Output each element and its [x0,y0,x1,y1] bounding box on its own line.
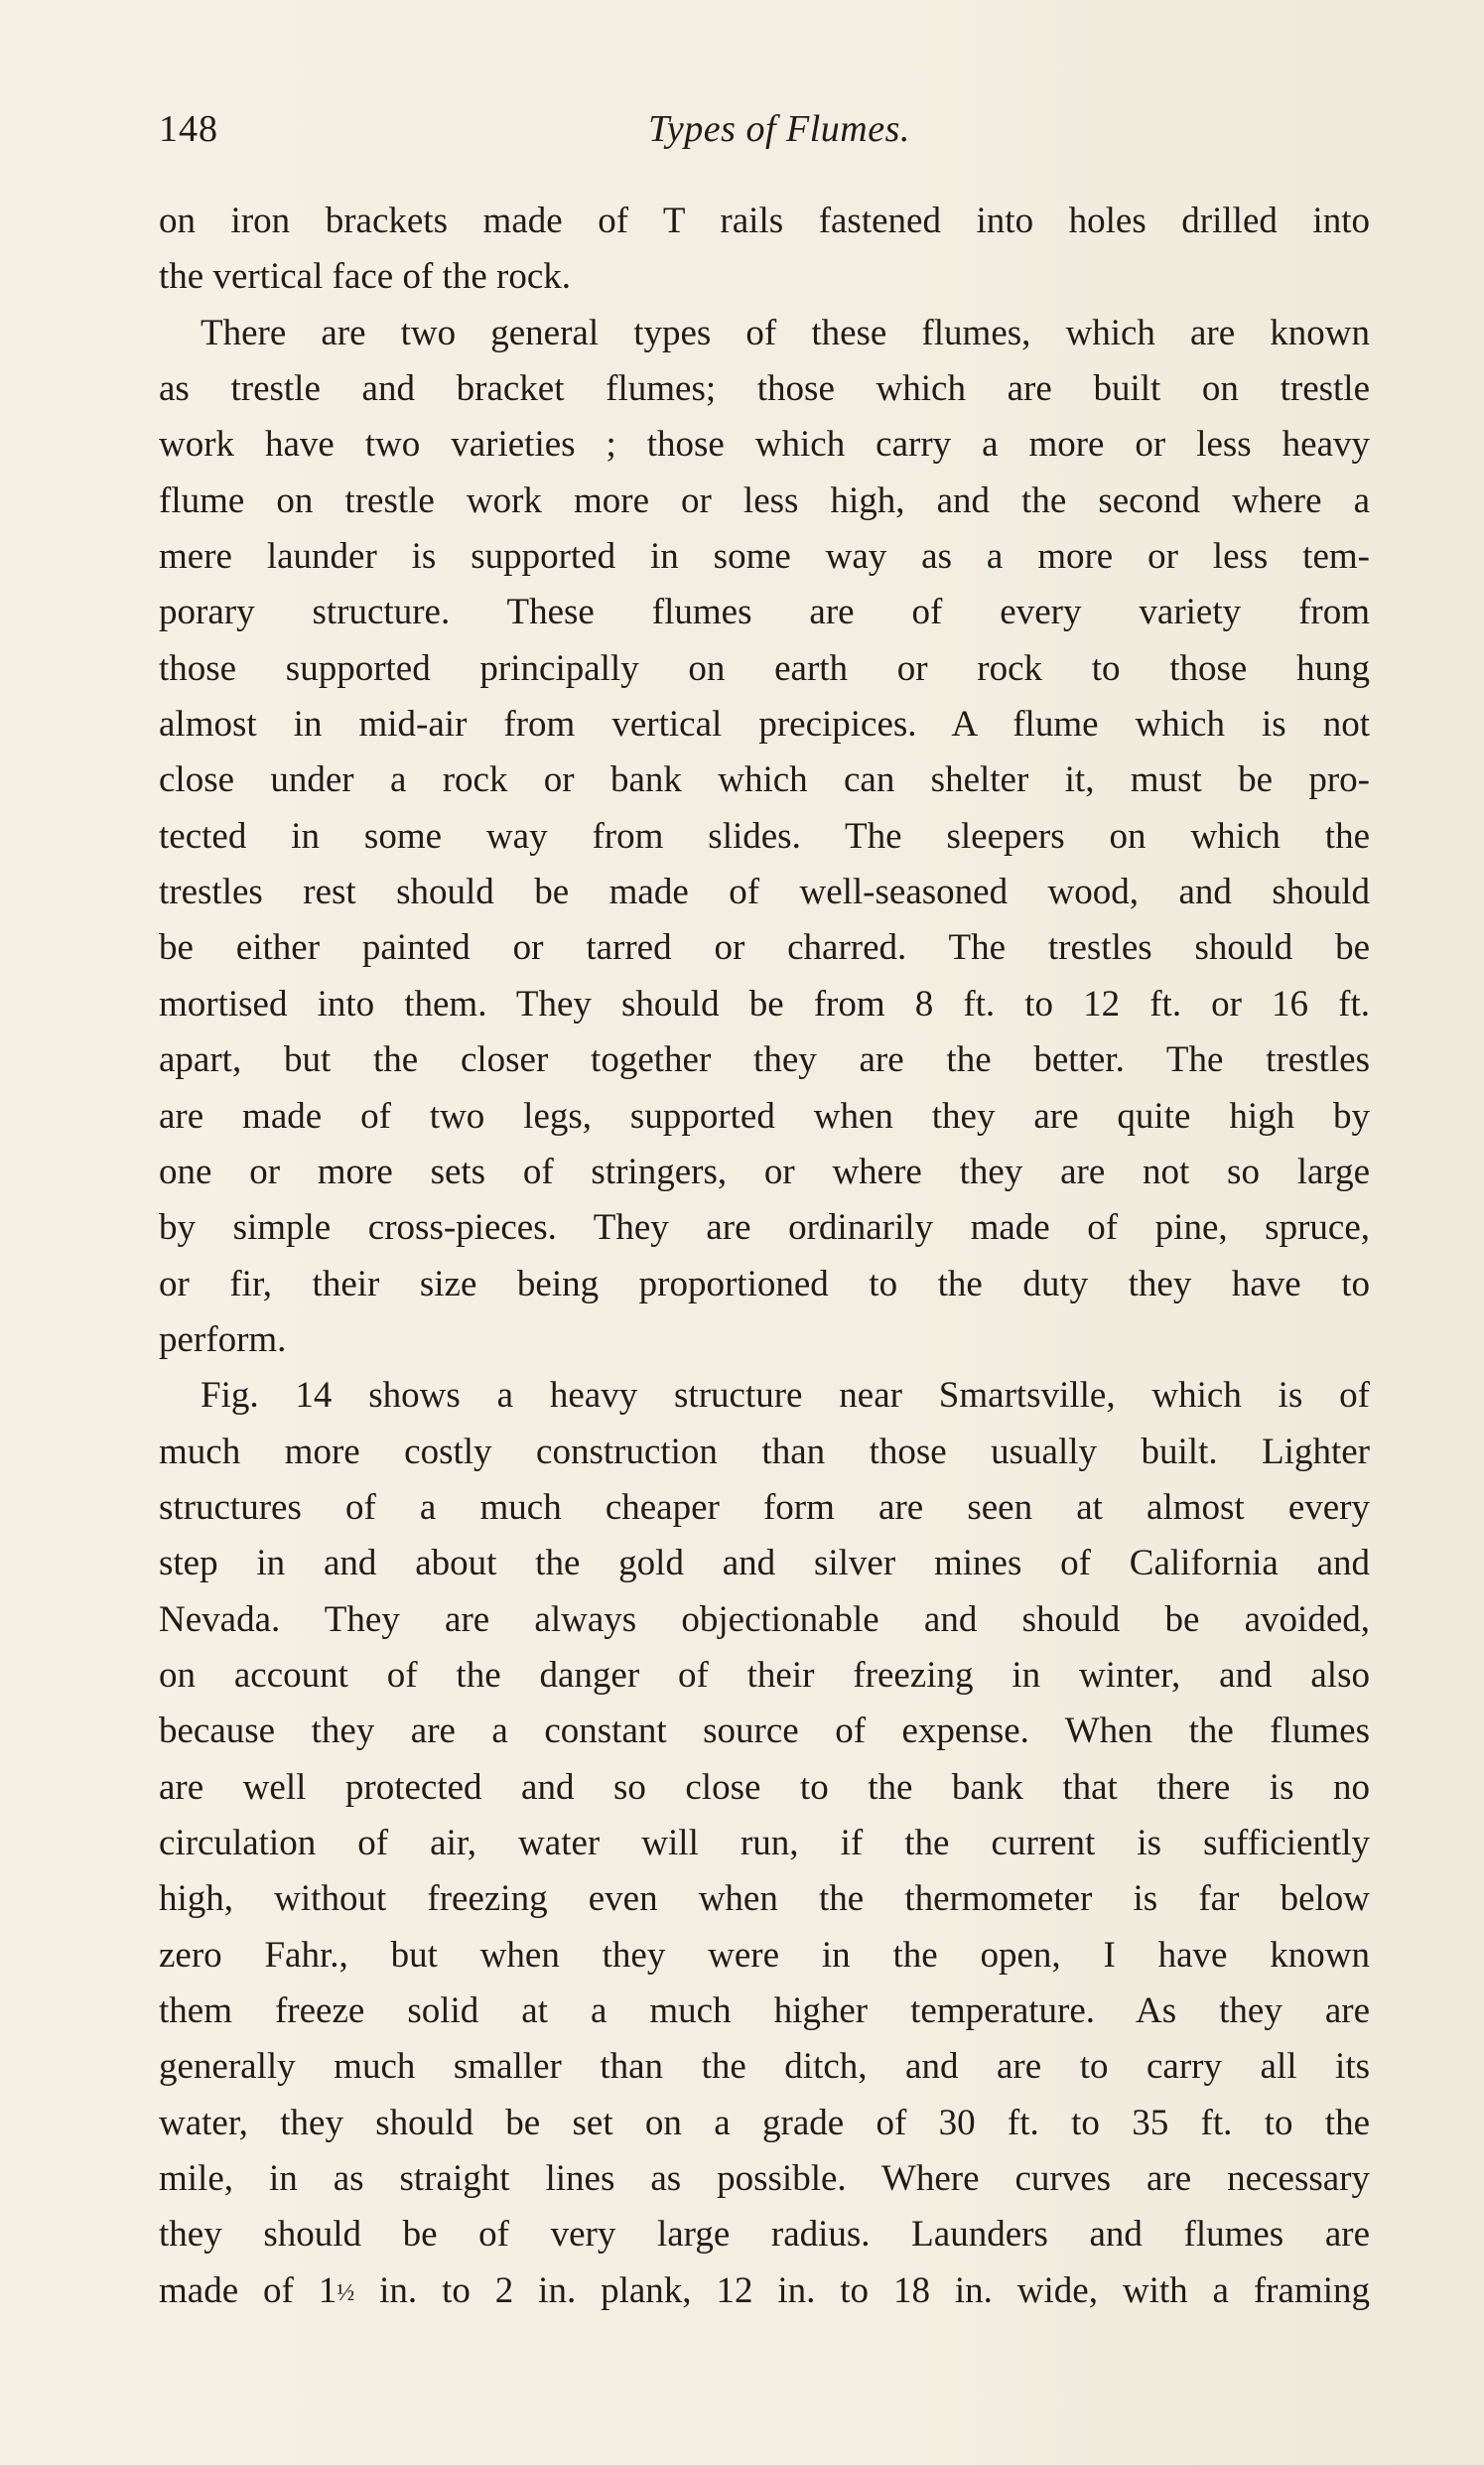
text-line: tected in some way from slides. The sleepers on which the [159,815,1370,857]
text-line: mile, in as straight lines as possible. Where curves are necessary [159,2158,1370,2200]
body-text [159,194,1370,2319]
page-header [159,107,1370,167]
text-line: on iron brackets made of T rails fastened into holes drilled into [159,201,1370,241]
text-line: flume on trestle work more or less high, and the second where a [159,479,1370,521]
text-line-with-fraction [159,2263,1370,2319]
fraction-one-half: ½ [337,2279,355,2306]
text-line: much more costly construction than those usually built. Lighter [159,1431,1370,1472]
text-line: or fir, their size being proportioned to the duty they have to [159,1263,1370,1304]
running-title: Types of Flumes. [648,108,910,150]
text-line: Nevada. They are always objectionable and should be avoided, [159,1598,1370,1640]
text-line: because they are a constant source of expense. When the flumes [159,1711,1370,1752]
text-line: as trestle and bracket flumes; those which are built on trestle [159,368,1370,410]
text-line: are well protected and so close to the bank that there is no [159,1766,1370,1808]
text-line: perform. [159,1318,287,1360]
text-line: circulation of air, water will run, if the current is sufficiently [159,1822,1370,1863]
text-line: mere launder is supported in some way as a more or less tem- [159,536,1370,578]
text-line: zero Fahr., but when they were in the open, I have known [159,1934,1370,1976]
text-line: trestles rest should be made of well-seasoned wood, and should [159,872,1370,913]
text-line: water, they should be set on a grade of 30 ft. to 35 ft. to the [159,2102,1370,2143]
text-line: step in and about the gold and silver mines of California and [159,1543,1370,1584]
text-line: one or more sets of stringers, or where they are not so large [159,1151,1370,1192]
text-segment: made of 1 [159,2269,337,2311]
text-segment: in. to 2 in. plank, 12 in. to 18 in. wide, with a framing [354,2269,1370,2311]
paragraph-start-line: Fig. 14 shows a heavy structure near Smartsville, which is of [201,1375,1370,1417]
text-line: structures of a much cheaper form are seen at almost every [159,1486,1370,1528]
text-line: the vertical face of the rock. [159,256,571,298]
text-line: close under a rock or bank which can shelter it, must be pro- [159,759,1370,801]
text-line: work have two varieties ; those which carry a more or less heavy [159,424,1370,466]
text-line: are made of two legs, supported when they are quite high by [159,1095,1370,1137]
text-line: those supported principally on earth or rock to those hung [159,647,1370,689]
text-line: mortised into them. They should be from 8 ft. to 12 ft. or 16 ft. [159,983,1370,1025]
text-line: them freeze solid at a much higher temperature. As they are [159,1990,1370,2031]
text-line: generally much smaller than the ditch, and are to carry all its [159,2046,1370,2088]
paragraph-start-line: There are two general types of these flumes, which are known [201,312,1370,353]
text-line: by simple cross-pieces. They are ordinarily made of pine, spruce, [159,1207,1370,1249]
text-line: on account of the danger of their freezing in winter, and also [159,1654,1370,1696]
text-line: high, without freezing even when the thermometer is far below [159,1878,1370,1920]
page-number: 148 [159,108,218,150]
text-line: be either painted or tarred or charred. The trestles should be [159,927,1370,969]
text-line: they should be of very large radius. Launders and flumes are [159,2214,1370,2256]
text-line: apart, but the closer together they are the better. The trestles [159,1039,1370,1081]
text-line: almost in mid-air from vertical precipices. A flume which is not [159,704,1370,746]
text-line: porary structure. These flumes are of every variety from [159,592,1370,633]
